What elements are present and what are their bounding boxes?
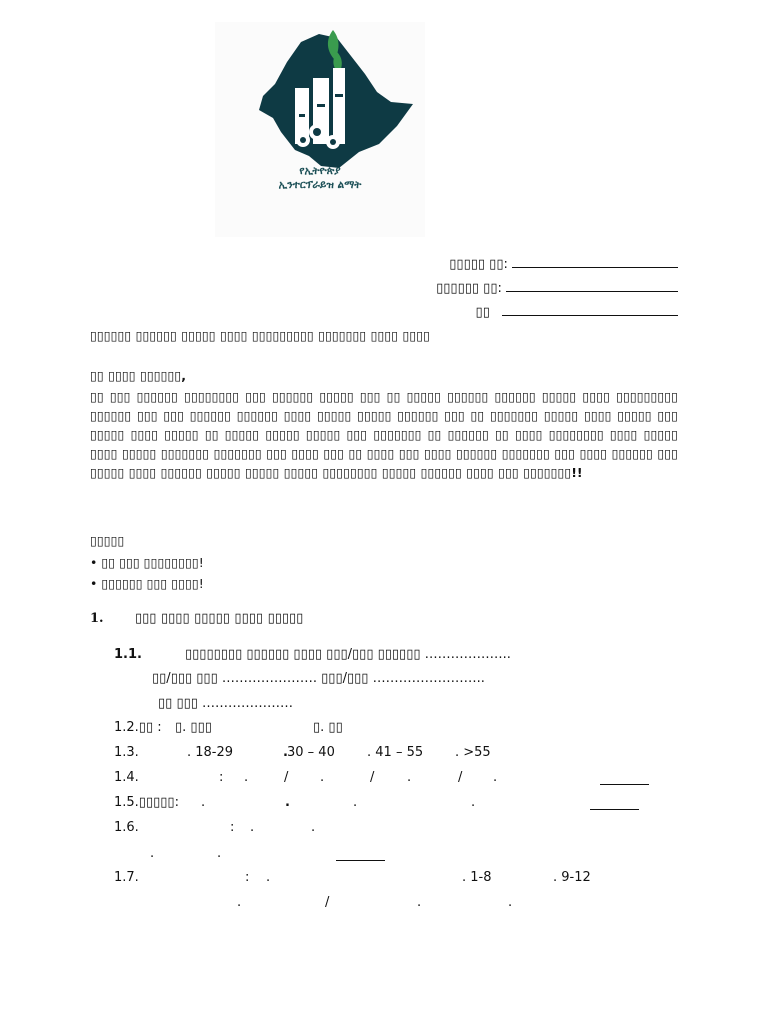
colon: : [219,770,224,785]
header-field-label: ▯▯▯▯▯▯ ▯▯: [436,281,502,296]
option-marker: . [285,795,290,810]
ethiopia-map-logo-icon [215,22,425,182]
option-marker: . [266,870,271,885]
option: . 9-12 [553,870,591,885]
answer-blank[interactable] [600,784,649,785]
notes-heading: ▯▯▯▯▯ [90,533,125,548]
logo-text-line1: የኢትዮጵያ [299,165,341,177]
question-line: ▯▯ ▯▯▯ ………………… [158,696,294,711]
intro-paragraph: ▯▯ ▯▯▯ ▯▯▯▯▯▯ ▯▯▯▯▯▯▯▯ ▯▯▯ ▯▯▯▯▯▯ ▯▯▯▯▯ ▯▯▯ ▯▯ ▯▯▯▯▯ ▯▯▯▯▯▯ ▯▯▯▯▯▯ ▯▯▯▯▯ ▯▯▯▯ ▯▯▯▯▯▯▯▯▯ ▯▯▯▯▯▯ ▯▯▯ ▯▯▯ ▯▯▯▯▯▯ ▯▯▯▯▯▯ ▯▯▯▯ ▯▯▯▯▯ ▯▯▯▯▯ ▯▯▯▯▯▯ ▯▯▯ ▯▯ ▯▯▯▯▯▯▯ ▯▯▯▯▯ ▯▯▯▯ ▯▯▯▯▯ ▯▯▯ ▯▯▯▯▯ ▯▯▯▯ ▯▯▯▯▯ ▯▯ ▯▯▯▯▯ ▯▯▯▯▯ ▯▯▯▯▯ ▯▯▯ ▯▯▯▯▯▯▯ ▯▯ ▯▯▯▯▯▯ ▯▯ ▯▯▯▯ ▯▯▯▯▯▯▯▯ ▯▯▯▯ ▯▯▯▯▯ ▯▯▯▯ ▯▯▯▯▯ ▯▯▯▯▯▯▯ ▯▯▯▯▯▯▯ ▯▯▯ ▯▯▯▯ ▯▯▯ ▯▯ ▯▯▯▯ ▯▯▯ ▯▯▯▯ ▯▯▯▯▯▯ ▯▯▯▯▯▯▯ ▯▯▯ ▯▯▯▯ ▯▯▯▯▯▯ ▯▯▯ ▯▯▯▯▯ ▯▯▯▯ ▯▯▯▯▯▯ ▯▯▯▯▯ ▯▯▯▯▯ ▯▯▯▯▯ ▯▯▯▯▯▯▯▯ ▯▯▯▯▯ ▯▯▯▯▯▯ ▯▯▯▯ ▯▯▯ ▯▯▯▯▯▯▯!! [90,389,678,480]
separator: / [458,770,463,785]
option-marker: . [417,895,422,910]
section-number: 1. [90,611,104,626]
answer-blank[interactable] [336,860,385,861]
option: ▯. ▯▯ [313,720,343,735]
option-marker: . [237,895,242,910]
option-marker: . [283,745,288,760]
question-label: 1.6. [114,820,139,835]
header-field-3 [476,303,678,320]
separator: / [325,895,330,910]
question-label: 1.5.▯▯▯▯▯: [114,795,179,810]
option-marker: . [493,770,498,785]
option-marker: . [201,795,206,810]
header-field-line [506,279,678,292]
question-label: 1.2.▯▯ : [114,720,162,735]
bullet-item: • ▯▯▯▯▯▯ ▯▯▯ ▯▯▯▯! [90,576,204,591]
document-title: ▯▯▯▯▯▯ ▯▯▯▯▯▯ ▯▯▯▯▯ ▯▯▯▯ ▯▯▯▯▯▯▯▯▯ ▯▯▯▯▯▯▯ ▯▯▯▯ ▯▯▯▯ [90,328,431,343]
header-field-line [502,303,678,316]
option: 30 – 40 [287,745,335,760]
header-field-2 [436,279,678,296]
header-field-label: ▯▯▯▯▯ ▯▯: [449,257,508,272]
option-marker: . [250,820,255,835]
question-label: 1.3. [114,745,139,760]
option: . 1-8 [462,870,492,885]
logo [215,22,425,237]
question-label: 1.7. [114,870,139,885]
colon: : [230,820,235,835]
question-label: 1.4. [114,770,139,785]
question-number: 1.1. [114,647,142,662]
option-marker: . [311,820,316,835]
colon: : [245,870,250,885]
salutation: ▯▯ ▯▯▯▯ ▯▯▯▯▯▯, [90,368,186,383]
option-marker: . [471,795,476,810]
bullet-item: • ▯▯ ▯▯▯ ▯▯▯▯▯▯▯▯! [90,555,204,570]
question-text: ▯▯▯▯▯▯▯▯ ▯▯▯▯▯▯ ▯▯▯▯ ▯▯▯/▯▯▯ ▯▯▯▯▯▯ ……………….. [185,647,511,662]
option-marker: . [353,795,358,810]
separator: / [370,770,375,785]
header-field-label: ▯▯ [475,305,490,320]
option-marker: . [217,846,222,861]
option: . >55 [455,745,491,760]
option-marker: . [150,846,155,861]
question-line: ▯▯/▯▯▯ ▯▯▯ …………………. ▯▯▯/▯▯▯ …………………….. [152,671,485,686]
answer-blank[interactable] [590,809,639,810]
header-field-line [512,255,678,268]
option: . 18-29 [187,745,234,760]
logo-text-line2: ኢንተርፕራይዝ ልማት [278,179,362,191]
option: ▯. ▯▯▯ [175,720,212,735]
section-title: ▯▯▯ ▯▯▯▯ ▯▯▯▯▯ ▯▯▯▯ ▯▯▯▯▯ [135,611,304,626]
option-marker: . [508,895,513,910]
option-marker: . [244,770,249,785]
option: . 41 – 55 [367,745,424,760]
option-marker: . [320,770,325,785]
separator: / [284,770,289,785]
header-field-1 [449,255,678,272]
option-marker: . [407,770,412,785]
